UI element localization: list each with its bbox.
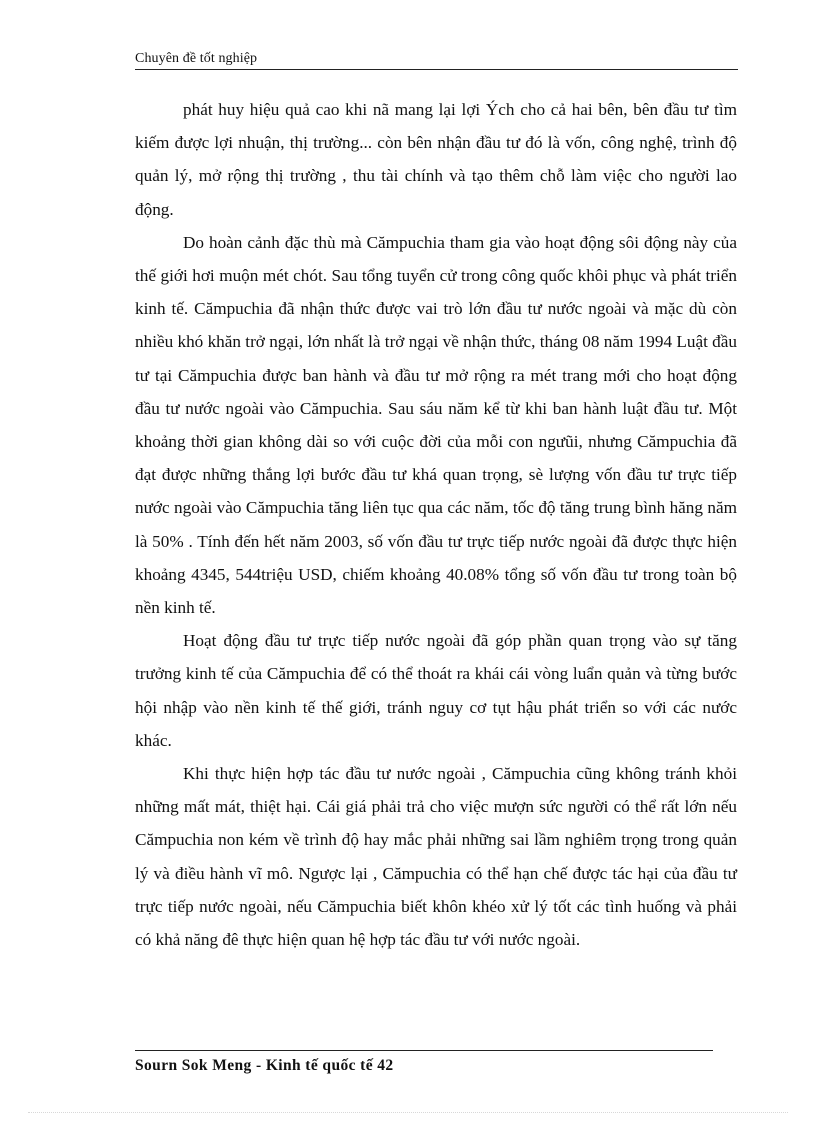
page-footer: [135, 1050, 713, 1081]
paragraph-3: Hoạt động đầu tư trực tiếp nước ngoài đã góp phần quan trọng vào sự tăng trưởng kinh tế của Cămpuchia để có thể thoát ra khái cái vòng luẩn quản và từng bước hội nhập vào nền kinh tế thế giới, tránh nguy cơ tụt hậu phát triển so với các nước khác.: [135, 631, 737, 750]
paragraph-2: Do hoàn cảnh đặc thù mà Cămpuchia tham gia vào hoạt động sôi động này của thế giới hơi muộn mét chót. Sau tổng tuyển cử trong công quốc khôi phục và phát triển kinh tế. Cămpuchia đã nhận thức được vai trò lớn đầu tư nước ngoài và mặc dù còn nhiều khó khăn trở ngại, lớn nhất là trở ngại về nhận thức, tháng 08 năm 1994 Luật đầu tư tại Cămpuchia được ban hành và đầu tư mở rộng ra mét trang mới cho hoạt động đầu tư nước ngoài vào Cămpuchia. Sau sáu năm kể từ khi ban hành luật đầu tư. Một khoảng thời gian không dài so với cuộc đời của mỗi con ngưũi, nhưng Cămpuchia đã đạt được những thắng lợi bước đầu tư khá quan trọng, sè lượng vốn đầu tư trực tiếp nước ngoài vào Cămpuchia tăng liên tục qua các năm, tốc độ tăng trung bình hăng năm là 50% . Tính đến hết năm 2003, số vốn đầu tư trực tiếp nước ngoài đã được thực hiện khoảng 4345, 544triệu USD, chiếm khoảng 40.08% tổng số vốn đầu tư trong toàn bộ nền kinh tế.: [135, 232, 737, 618]
page-header: [135, 49, 738, 70]
paragraph-4: Khi thực hiện hợp tác đầu tư nước ngoài , Cămpuchia cũng không tránh khỏi những mất mát, thiệt hại. Cái giá phải trả cho việc mượn sức người có thể rất lớn nếu Cămpuchia non kém về trình độ hay mắc phải những sai lầm nghiêm trọng trong quản lý và điều hành vĩ mô. Ngược lại , Cămpuchia có thể hạn chế được tác hại của đầu tư trực tiếp nước ngoài, nếu Cămpuchia biết khôn khéo xử lý tốt các tình huống và phải có khả năng đê thực hiện quan hệ hợp tác đầu tư với nước ngoài.: [135, 764, 737, 950]
paragraph-1: phát huy hiệu quả cao khi nã mang lại lợi Ých cho cả hai bên, bên đầu tư tìm kiếm được lợi nhuận, thị trường... còn bên nhận đầu tư đó là vốn, công nghệ, trình độ quản lý, mở rộng thị trường , thu tài chính và tạo thêm chỗ làm việc cho người lao động.: [135, 100, 737, 219]
page-bottom-border: [28, 1112, 788, 1113]
header-title: Chuyên đề tốt nghiệp: [135, 51, 258, 66]
document-body: [135, 93, 737, 956]
footer-author: Sourn Sok Meng - Kinh tế quốc tế 42: [135, 1057, 394, 1074]
